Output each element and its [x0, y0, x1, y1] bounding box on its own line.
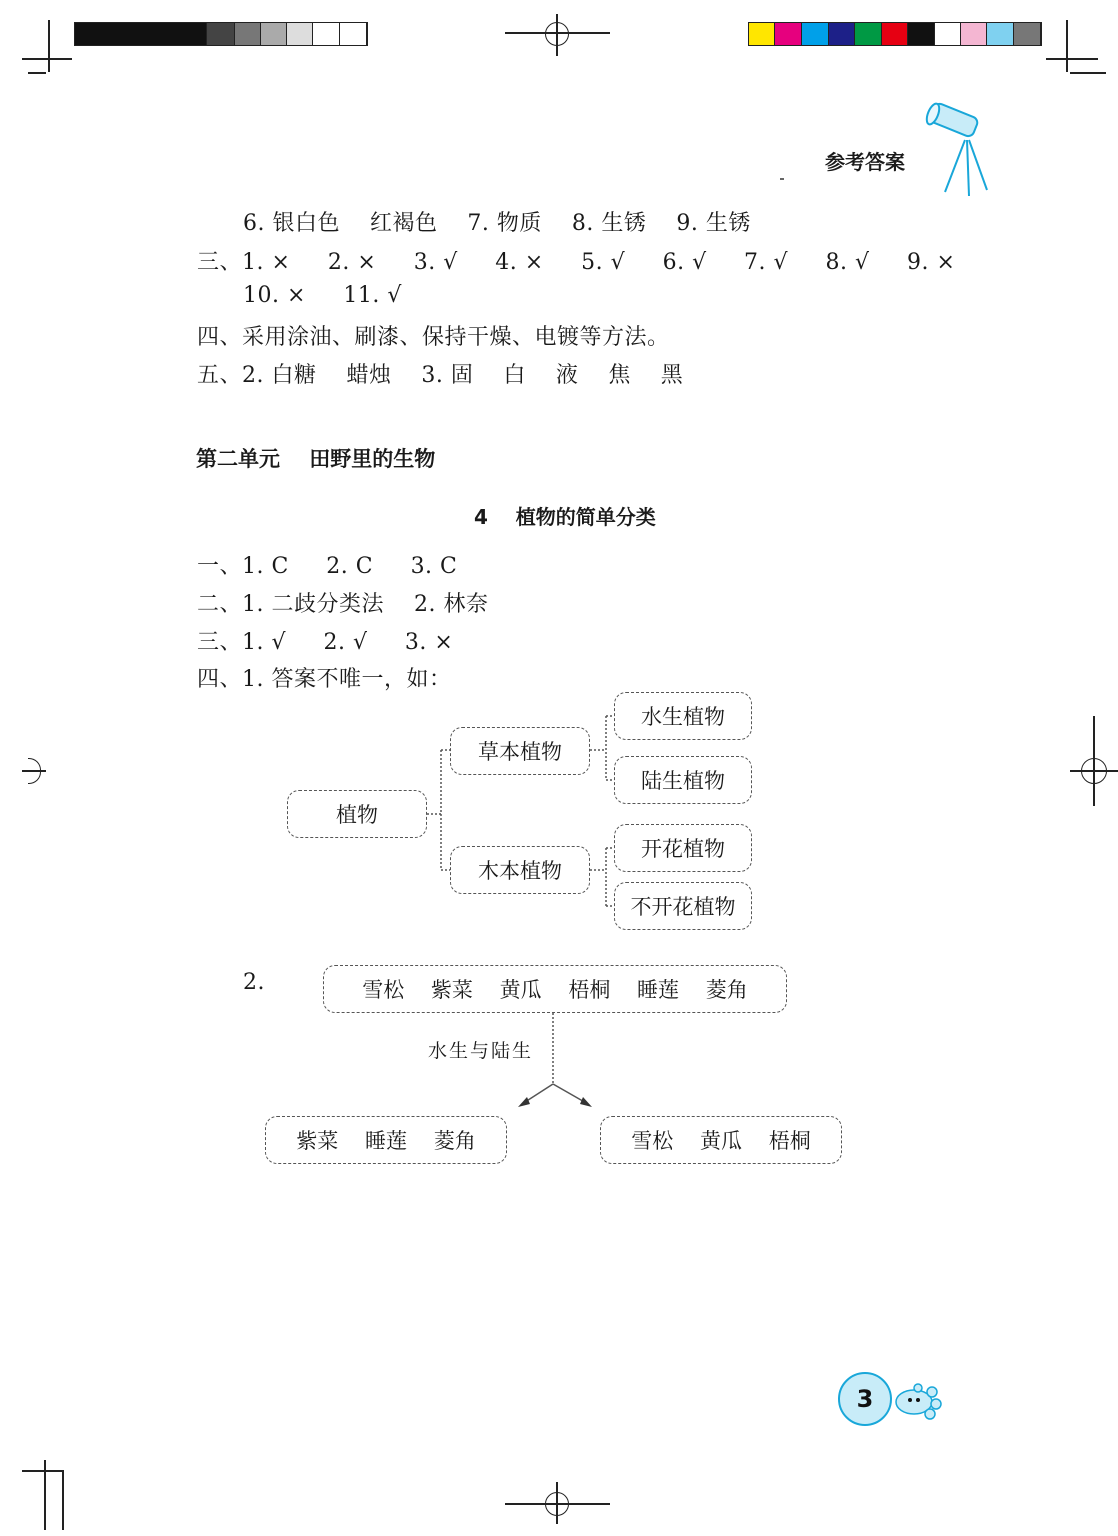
page-number-circle: [838, 1372, 892, 1426]
page-number: 3: [856, 1385, 874, 1413]
lesson-answer-line-4: 四、1. 答案不唯一，如：: [197, 667, 452, 692]
tree-root-box: 植物: [287, 790, 427, 838]
aquatic-group-box: 紫菜 睡莲 菱角: [265, 1116, 507, 1164]
tree-leaf-aquatic: 水生植物: [614, 692, 752, 740]
tree-leaf-nonflowering: 不开花植物: [614, 882, 752, 930]
lesson-answer-line-1: 一、1. C 2. C 3. C: [197, 554, 458, 579]
answer-line-5: 五、2. 白糖 蜡烛 3. 固 白 液 焦 黑: [197, 363, 684, 388]
terrestrial-group-box: 雪松 黄瓜 梧桐: [600, 1116, 842, 1164]
answer-line-1: 6. 银白色 红褐色 7. 物质 8. 生锈 9. 生锈: [243, 211, 751, 236]
answer-line-2: 三、1. × 2. × 3. √ 4. × 5. √ 6. √ 7. √ 8. √ 9. ×: [197, 250, 956, 275]
tree-branch-woody: 木本植物: [450, 846, 590, 894]
classification-criterion: 水生与陆生: [428, 1040, 534, 1062]
page-number-badge: [836, 1370, 956, 1430]
question-number: 2.: [243, 970, 265, 995]
lesson-title: 4 植物的简单分类: [474, 505, 656, 529]
all-items-box: 雪松 紫菜 黄瓜 梧桐 睡莲 菱角: [323, 965, 787, 1013]
answer-line-4: 四、采用涂油、刷漆、保持干燥、电镀等方法。: [197, 325, 670, 350]
tree-leaf-terrestrial: 陆生植物: [614, 756, 752, 804]
unit-title: 第二单元 田野里的生物: [196, 447, 436, 471]
tree-branch-herbaceous: 草本植物: [450, 727, 590, 775]
tree-leaf-flowering: 开花植物: [614, 824, 752, 872]
lesson-answer-line-2: 二、1. 二歧分类法 2. 林奈: [197, 592, 489, 617]
section-title: 参考答案: [825, 150, 905, 174]
lesson-answer-line-3: 三、1. √ 2. √ 3. ×: [197, 630, 454, 655]
answer-line-3: 10. × 11. √: [243, 283, 402, 308]
